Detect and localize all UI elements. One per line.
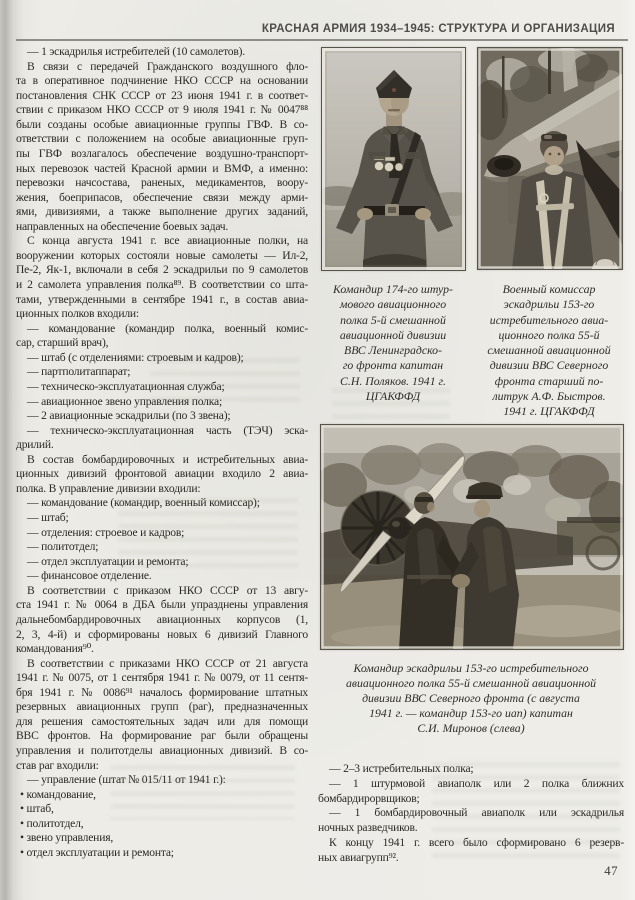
text-line: В связи с передачей Гражданского воздушного фло- xyxy=(27,59,308,73)
photo-handshake-airfield xyxy=(320,424,624,650)
text-line: ных перевозок частей Красной армии и ВМФ, а именно: xyxy=(16,161,308,175)
text-line: бомбардирорвщиков; xyxy=(318,791,420,805)
text-line: — политотдел; xyxy=(27,540,99,554)
text-line: и 2 самолета управления полка⁸⁹. В соответствии со шта- xyxy=(16,278,308,291)
text-line: — управление (штат № 015/11 от 1941 г.): xyxy=(27,773,226,787)
text-line: бря 1941 г. № 0086⁹¹ началось формирование штатных xyxy=(16,685,308,699)
text-line: дивизии ВВС Северного фронта (с августа xyxy=(362,690,580,705)
caption-photo-middle xyxy=(321,661,621,736)
photo-pilot-by-aircraft xyxy=(477,47,623,270)
text-line: перевозки начсостава, раненых, медикаментов, воору- xyxy=(16,176,308,190)
text-line: Командир 174-го штур- xyxy=(333,282,453,296)
text-line: — 2–3 истребительных полка; xyxy=(329,762,474,775)
text-line: мового авиационного xyxy=(339,297,447,312)
text-line: ных авиагрупп⁹². xyxy=(318,850,399,864)
text-line: полка. В управление дивизии входили: xyxy=(16,481,201,495)
text-line: — штаб; xyxy=(27,511,69,524)
text-line: ционных дивизий фронтовой авиации входило 2 авиа- xyxy=(16,467,308,481)
text-line: пы ГВФ возлагалось обеспечение воздушно-транспорт- xyxy=(16,146,308,160)
text-line: тами, утвержденными в сентябре 1941 г., в состав авиа- xyxy=(16,292,308,306)
text-line: • политотдел, xyxy=(20,816,84,830)
text-line: дальнебомбардировочных авиационных корпусов (1, xyxy=(16,612,308,626)
text-line: С конца августа 1941 г. все авиационные полки, на xyxy=(27,234,308,248)
caption-photo-top-right xyxy=(464,282,634,420)
caption-photo-top-left xyxy=(313,282,473,404)
text-line: эскадрильи 153-го xyxy=(503,297,595,312)
text-line: — техническо-эксплуатационная часть (ТЭЧ) эска- xyxy=(27,423,308,437)
text-line: Военный комиссар xyxy=(502,282,596,296)
text-line: полка 5-й смешанной xyxy=(340,312,446,327)
text-line: для решения самостоятельных задач или для помощи xyxy=(16,714,308,728)
officer-portrait-illustration xyxy=(322,48,465,270)
text-line: — штаб (с отделениями: строевым и кадров); xyxy=(27,350,244,364)
text-line: ствии с приказом НКО СССР от 9 июля 1941 г. № 0047⁸⁸ xyxy=(16,103,308,117)
bottom-right-text-column xyxy=(318,762,624,872)
text-line: фронта старший по- xyxy=(494,373,604,388)
text-line: В соответствии с приказом НКО СССР от 13 авгу- xyxy=(27,583,308,597)
text-line: резервных авиационных групп (раг), предназначенных xyxy=(16,700,308,714)
text-line: литрук А.Ф. Быстров. xyxy=(492,389,606,404)
text-line: ста 1941 г. № 0064 в ДБА были упразднены управления xyxy=(16,598,308,612)
text-line: — 1 бомбардировочный авиаполк или эскадрилья xyxy=(329,806,624,820)
text-line: авиационного полка 55-й смешанной авиационной xyxy=(345,675,597,690)
text-line: С.И. Миронов (слева) xyxy=(417,720,525,735)
text-line: — 2 авиационные эскадрильи (по 3 звена); xyxy=(27,409,231,423)
text-line: дрилий. xyxy=(16,438,54,452)
text-line: ционных полков входили: xyxy=(16,307,139,321)
text-line: дивизии ВВС Северного xyxy=(489,358,609,373)
text-line: 1941 г. — командир 153-го иап) капитан xyxy=(369,705,573,720)
text-line: направленных на обеспечение боевых задач. xyxy=(16,219,229,233)
text-line: — командование (командир, военный комиссар); xyxy=(27,496,260,510)
text-line: • звено управления, xyxy=(20,831,114,845)
text-line: Командир эскадрильи 153-го истребительного xyxy=(353,661,589,675)
text-line: управления и политотделы авиационных дивизий. В со- xyxy=(16,744,308,757)
text-line: ВВС Ленинградско- xyxy=(343,343,442,358)
text-line: Пе-2, Як-1, включали в себя 2 эскадрильи по 9 самолетов xyxy=(16,263,308,277)
text-line: — партполитаппарат; xyxy=(27,365,131,379)
text-line: ответствии с положением на особые авиационные груп- xyxy=(16,132,308,146)
text-line: го фронта капитан xyxy=(342,358,444,373)
text-line: ционного полка 55-й xyxy=(498,327,600,342)
text-line: С.Н. Поляков. 1941 г. xyxy=(340,373,446,388)
text-line: жения, боеприпасов, обеспечение связи между арми- xyxy=(16,190,308,204)
text-line: та в оперативное подчинение НКО СССР на основании xyxy=(16,74,308,88)
page-number: 47 xyxy=(604,864,618,878)
text-line: 1941 г. № 0075, от 1 сентября 1941 г. № 0079, от 11 сентя- xyxy=(16,671,308,685)
text-line: • отдел эксплуатации и ремонта; xyxy=(20,845,174,859)
text-line: вооружении которых состояли новые самолеты — Ил-2, xyxy=(16,248,308,262)
text-line: став раг входили: xyxy=(16,758,99,772)
text-line: ЦГАКФФД xyxy=(365,389,421,404)
handshake xyxy=(452,574,470,588)
text-line: ВВС фронтов. На формирование раг были обращены xyxy=(16,729,308,743)
text-line: • командование, xyxy=(20,787,96,801)
text-line: были созданы особые авиационные группы ГВФ. В со- xyxy=(16,117,308,131)
text-line: К концу 1941 г. всего было сформировано 6 резерв- xyxy=(329,835,624,849)
text-line: В соответствии с приказами НКО СССР от 21 августа xyxy=(27,656,308,670)
text-line: смешанной авиационной xyxy=(487,343,611,358)
text-line: командования⁹⁰. xyxy=(16,642,94,656)
text-line: сар, старший врач), xyxy=(16,336,109,350)
left-text-column xyxy=(16,45,308,863)
text-line: ями, дивизиями, а также выполнение других заданий, xyxy=(16,205,308,219)
running-head: КРАСНАЯ АРМИЯ 1934–1945: СТРУКТУРА И ОРГАНИЗАЦИЯ xyxy=(261,23,615,35)
header-rule xyxy=(16,39,628,41)
text-line: истребительного авиа- xyxy=(489,312,609,327)
text-line: — отделения: строевое и кадров; xyxy=(27,525,185,539)
text-line: — техническо-эксплуатационная служба; xyxy=(27,379,225,393)
text-line: — 1 штурмовой авиаполк или 2 полка ближних xyxy=(329,776,624,790)
text-line: 2, 3, 4-й) и сформированы новых 6 дивизий Главного xyxy=(16,627,308,641)
pilot-aircraft-illustration xyxy=(478,48,622,269)
photo-officer-portrait xyxy=(321,47,466,271)
text-line: 1941 г. ЦГАКФФД xyxy=(503,404,595,419)
handshake-illustration xyxy=(321,425,623,649)
text-line: ночных разведчиков. xyxy=(318,821,418,835)
text-line: — отдел эксплуатации и ремонта; xyxy=(27,554,189,568)
text-line: — 1 эскадрилья истребителей (10 самолетов). xyxy=(27,45,246,58)
text-line: постановления СНК СССР от 23 июня 1941 г. в соответ- xyxy=(16,88,308,102)
text-line: В состав бомбардировочных и истребительных авиа- xyxy=(27,452,308,466)
text-line: — финансовое отделение. xyxy=(27,569,152,583)
text-line: • штаб, xyxy=(20,802,54,816)
text-line: — командование (командир полка, военный комис- xyxy=(27,321,308,335)
text-line: — авиационное звено управления полка; xyxy=(27,394,222,408)
text-line: авиационной дивизии xyxy=(339,327,447,342)
